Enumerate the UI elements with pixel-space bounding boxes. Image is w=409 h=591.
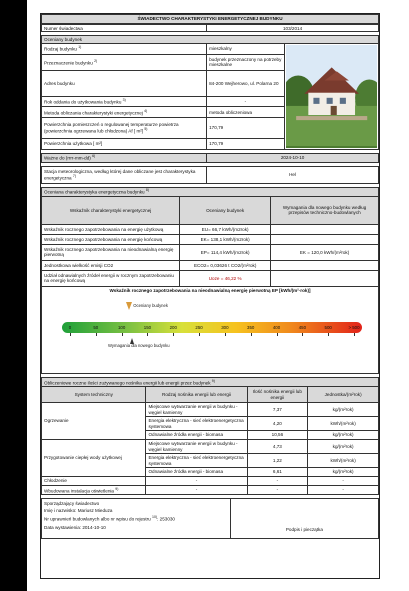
scale-tick [277, 333, 278, 336]
header-table [41, 14, 379, 24]
indicator-value: EK= 138,1 kWh/(m2rok) [180, 234, 271, 244]
unit-cell: - [308, 486, 379, 495]
scale-tick [96, 333, 97, 336]
scale-tick [122, 333, 123, 336]
author-date-line: Data wystawienia: 2014-10-10 [44, 524, 106, 530]
col-header-building: Oceniany budynek [180, 196, 271, 224]
certificate-document [40, 13, 380, 579]
col-header-requirements: Wymagania dla nowego budynku według przepisów techniczno-budowlanych [271, 196, 379, 224]
scale-tick [225, 333, 226, 336]
scale-tick [199, 333, 200, 336]
number-value: 103/2014 [207, 25, 379, 32]
scale-tick [251, 333, 252, 336]
scale-tick-label: 400 [272, 325, 281, 331]
author-reg-number: 253030 [159, 516, 175, 522]
valid-value: 2024-10-10 [207, 153, 379, 162]
certificate-title: ŚWIADECTWO CHARAKTERYSTYKI ENERGETYCZNEJ BUDYNKU [42, 15, 379, 24]
characteristics-section-title: Oceniana charakterystyka energetyczna budynku $^{8)}$ [42, 187, 379, 196]
system-hot-water: Przygotowanie ciepłej wody użytkowej [42, 440, 146, 477]
carrier-cell: - [146, 486, 247, 495]
building-section-title: Oceniany budynek [42, 36, 379, 43]
characteristics-table [41, 187, 379, 374]
building-row-value: 84-200 Wejherowo, ul. Polarna 20 [207, 70, 285, 96]
author-details [42, 499, 231, 539]
ep-scale-cell [42, 286, 379, 373]
indicator-label: Jednostkowa wielkość emisji CO2 [42, 260, 180, 270]
required-building-marker [108, 338, 170, 349]
building-row-label: Powierzchnia użytkowa [ m²] [42, 139, 207, 150]
indicator-value: Uoze = 46,22 % [180, 270, 271, 286]
amount-cell: - [247, 486, 308, 495]
scale-tick [328, 333, 329, 336]
building-row-value: budynek przeznaczony na potrzeby mieszkalne [207, 54, 285, 70]
system-heating: Ogrzewanie [42, 403, 146, 440]
evaluated-building-marker [126, 302, 168, 310]
scale-tick [302, 333, 303, 336]
scale-tick-label: > 500 [348, 325, 360, 331]
unit-cell: - [308, 477, 379, 486]
ep-scale [42, 295, 378, 373]
station-label: Stacja meteorologiczna, według której dane obliczane jest charakterystyka energetyczna $^{7)}$ [42, 166, 207, 183]
system-lighting: Wbudowana instalacja oświetlenia $^{9)}$ [42, 486, 146, 495]
indicator-value: ECO2= 0,03626 t CO2/(m²rok) [180, 260, 271, 270]
scale-tick-label: 150 [143, 325, 152, 331]
black-side-bar [0, 0, 27, 591]
arrow-down-icon [126, 302, 132, 310]
carrier-cell: - [146, 477, 247, 486]
author-date: 2014-10-10 [82, 524, 106, 530]
sources-section-title: Obliczeniowe roczne ilości zużywanego nośnika energii lub energii przez budynek $^{9)}$ [42, 378, 379, 387]
author-title: Sporządzający świadectwo [44, 500, 100, 506]
building-row-label: Rok oddania do użytkowania budynku $^{3)}$ [42, 96, 207, 107]
col-header-amount: Ilość nośnika energii lub energii [247, 387, 308, 403]
indicator-label: Wskaźnik rocznego zapotrzebowania na nieodnawialną energię pierwotną [42, 244, 180, 260]
author-name-line: Imię i nazwisko: Mariusz Mieduza [44, 508, 113, 514]
indicator-requirement [271, 260, 379, 270]
building-row-label: Adres budynku [42, 70, 207, 96]
scale-tick [354, 333, 355, 336]
carrier-cell: Miejscowe wytwarzanie energii w budynku - węgiel kamienny [146, 403, 247, 417]
scale-tick-label: 250 [195, 325, 203, 331]
amount-cell: 1,22 [247, 454, 308, 468]
scale-tick [70, 333, 71, 336]
amount-cell: 7,37 [247, 403, 308, 417]
building-row-value: 170,79 [207, 139, 285, 150]
building-row-label: Metoda obliczania charakterystyki energetycznej $^{4)}$ [42, 107, 207, 118]
scale-tick-label: 500 [324, 325, 332, 331]
scale-tick-label: 350 [247, 325, 255, 331]
ep-scale-title: Wskaźnik rocznego zapotrzebowania na nieodnawialną energię pierwotną EP [kWh/(m²·rok)] [109, 288, 311, 294]
carrier-cell: Energia elektryczna - sieć elektroenergetyczna systemowa [146, 417, 247, 431]
indicator-requirement [271, 224, 379, 234]
unit-cell: kg/(m²rok) [308, 440, 379, 454]
carrier-cell: Odnawialne źródła energii - biomasa [146, 468, 247, 477]
building-photo [284, 43, 378, 149]
building-row-value: 170,79 [207, 117, 285, 138]
scale-tick-label: 0 [68, 325, 72, 331]
unit-cell: kg/(m²rok) [308, 468, 379, 477]
carrier-cell: Odnawialne źródła energii - biomasa [146, 431, 247, 440]
scale-tick-label: 50 [93, 325, 99, 331]
col-header-carrier: Rodzaj nośnika energii lub energii [146, 387, 247, 403]
amount-cell: 4,73 [247, 440, 308, 454]
author-reg-line: Nr uprawnień budowlanych albo nr wpisu do rejestru $^{10)}$: 253030 [44, 515, 175, 522]
indicator-requirement [271, 234, 379, 244]
building-row-label: Rodzaj budynku $^{1)}$ [42, 43, 207, 54]
indicator-requirement: EK = 120,0 kWh/(m²rok) [271, 244, 379, 260]
building-row-value: metoda obliczeniowa [207, 107, 285, 118]
indicator-requirement [271, 270, 379, 286]
amount-cell: 4,20 [247, 417, 308, 431]
signature-label: Podpis i pieczątka [285, 526, 323, 532]
indicator-label: Wskaźnik rocznego zapotrzebowania na energię końcową [42, 234, 180, 244]
valid-label: Ważne do (rrrr-mm-dd) $^{6)}$ [42, 153, 207, 162]
number-table [41, 24, 379, 32]
amount-cell: 10,56 [247, 431, 308, 440]
scale-tick-label: 200 [169, 325, 177, 331]
building-row-label: Powierzchnia pomieszczeń o regulowanej temperaturze powietrza (powierzchnia ogrzewana lub chłodzona) Af [ m²] $^{5)}$ [42, 117, 207, 138]
amount-cell: - [247, 477, 308, 486]
building-row-value: - [207, 96, 285, 107]
system-cooling: Chłodzenie [42, 477, 146, 486]
house-image [286, 45, 377, 148]
evaluated-building-label: Oceniany budynek [133, 303, 168, 309]
unit-cell: kg/(m²rok) [308, 403, 379, 417]
scale-tick [173, 333, 174, 336]
station-table [41, 166, 379, 184]
author-table [41, 498, 379, 539]
indicator-label: Udział odnawialnych źródeł energii w rocznym zapotrzebowaniu na energię końcową [42, 270, 180, 286]
building-row-value: mieszkalny [207, 43, 285, 54]
ep-scale-bar [62, 322, 362, 333]
building-table [41, 35, 379, 149]
col-header-system: System techniczny [42, 387, 146, 403]
unit-cell: kWh/(m²rok) [308, 454, 379, 468]
number-label: Numer świadectwa [42, 25, 207, 32]
scale-tick [147, 333, 148, 336]
signature-stamp-cell [230, 499, 378, 539]
amount-cell: 6,61 [247, 468, 308, 477]
validity-table [41, 153, 379, 163]
required-building-label: Wymagania dla nowego budynku [107, 343, 170, 349]
unit-cell: kg/(m²rok) [308, 431, 379, 440]
carrier-cell: Miejscowe wytwarzanie energii w budynku - węgiel kamienny [146, 440, 247, 454]
carrier-cell: Energia elektryczna - sieć elektroenergetyczna systemowa [146, 454, 247, 468]
indicator-value: EU= 66,7 kWh/(m2rok) [180, 224, 271, 234]
author-name: Mariusz Mieduza [77, 508, 113, 514]
col-header-unit: Jednostka/(m²rok) [308, 387, 379, 403]
station-value: Hel [207, 166, 379, 183]
indicator-value: EP= 114,4 kWh/(m2rok) [180, 244, 271, 260]
col-header-indicator: Wskaźnik charakterystyki energetycznej [42, 196, 180, 224]
unit-cell: kWh/(m²rok) [308, 417, 379, 431]
house-illustration [286, 45, 377, 147]
scale-tick-label: 450 [298, 325, 307, 331]
building-row-label: Przeznaczenie budynku $^{2)}$ [42, 54, 207, 70]
energy-sources-table [41, 377, 379, 495]
indicator-label: Wskaźnik rocznego zapotrzebowania na energię użytkową [42, 224, 180, 234]
scale-tick-label: 100 [117, 325, 126, 331]
scale-tick-label: 300 [221, 325, 229, 331]
